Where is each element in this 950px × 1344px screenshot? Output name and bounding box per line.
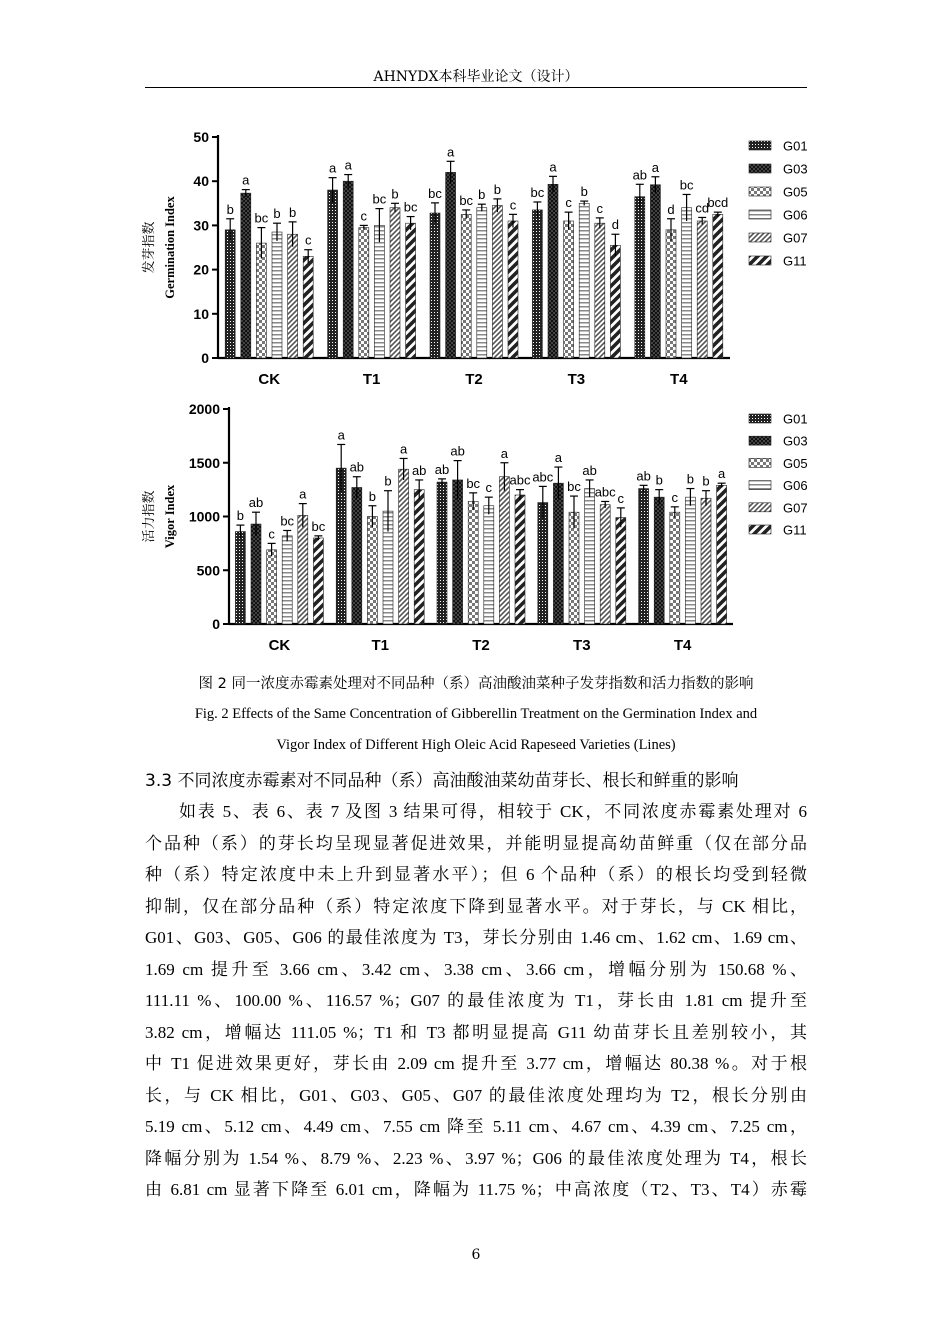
significance-letter: bc <box>372 191 387 207</box>
bar <box>352 487 362 624</box>
legend-label: G11 <box>783 253 807 269</box>
significance-letter: abc <box>532 469 554 485</box>
legend-swatch <box>749 436 771 445</box>
significance-letter: c <box>565 195 572 211</box>
significance-letter: a <box>500 445 509 461</box>
y-axis-label-cn: 发芽指数 <box>141 221 156 274</box>
significance-letter: bc <box>679 177 694 193</box>
bar <box>639 489 649 624</box>
y-tick-label: 500 <box>196 562 220 579</box>
legend-swatch <box>749 481 771 490</box>
figure-caption-en-line2: Vigor Index of Different High Oleic Acid Rapeseed Varieties (Lines) <box>276 737 676 753</box>
legend-label: G05 <box>783 455 808 471</box>
bar <box>532 210 542 358</box>
significance-letter: ab <box>349 459 365 475</box>
body-paragraph <box>145 796 807 1206</box>
legend-swatch <box>749 525 771 534</box>
x-tick-label: T1 <box>362 371 381 388</box>
significance-letter: b <box>288 204 297 220</box>
y-axis-label-cn: 活力指数 <box>141 490 156 543</box>
vigor-index-chart <box>141 396 808 658</box>
significance-letter: b <box>273 206 281 222</box>
significance-letter: a <box>344 157 352 173</box>
bar <box>298 515 308 624</box>
chart-svg <box>141 396 808 658</box>
bar <box>538 503 548 624</box>
legend-swatch <box>749 141 771 150</box>
bar <box>256 243 266 358</box>
bar <box>610 245 620 358</box>
significance-letter: ab <box>434 461 450 477</box>
page-header: AHNYDX本科毕业论文（设计） <box>373 69 579 85</box>
bar <box>553 483 563 624</box>
bar <box>437 482 447 624</box>
significance-letter: bc <box>280 513 295 529</box>
significance-letter: a <box>717 466 726 482</box>
legend-label: G06 <box>783 478 808 494</box>
legend-swatch <box>749 256 771 265</box>
x-tick-label: T2 <box>472 637 490 654</box>
significance-letter: abc <box>594 484 616 500</box>
bar <box>272 232 282 358</box>
bar <box>564 221 574 358</box>
legend-label: G05 <box>783 184 808 200</box>
legend-label: G01 <box>783 138 808 154</box>
bar <box>499 477 509 624</box>
y-axis-label-en: Vigor Index <box>163 484 177 549</box>
significance-letter: d <box>611 217 620 233</box>
y-tick-label: 10 <box>193 305 209 322</box>
legend-label: G03 <box>783 433 808 449</box>
significance-letter: b <box>478 187 486 203</box>
significance-letter: ab <box>632 167 648 183</box>
bar <box>406 223 416 358</box>
bar <box>635 197 645 358</box>
bar <box>579 203 589 358</box>
bar <box>484 506 494 624</box>
bar <box>701 498 711 624</box>
x-tick-label: T1 <box>371 637 389 654</box>
paragraph-line: 由 6.81 cm 显著下降至 6.01 cm，降幅为 11.75 %；中高浓度（T2、T3、T4）赤霉 <box>145 1180 807 1199</box>
significance-letter: ab <box>248 495 264 511</box>
legend-swatch <box>749 458 771 467</box>
header-rule <box>145 87 807 88</box>
bar <box>600 505 610 624</box>
x-tick-label: T2 <box>465 371 483 388</box>
legend-swatch <box>749 503 771 512</box>
significance-letter: bc <box>567 479 581 495</box>
significance-letter: bcd <box>707 195 729 211</box>
germination-index-chart <box>141 122 808 392</box>
significance-letter: a <box>651 159 660 175</box>
bar <box>685 497 695 624</box>
bar <box>225 230 235 358</box>
bar <box>461 214 471 358</box>
bar <box>374 225 384 358</box>
legend-label: G07 <box>783 230 808 246</box>
page-number: 6 <box>471 1247 481 1263</box>
significance-letter: b <box>493 181 502 197</box>
significance-letter: b <box>384 473 392 489</box>
y-tick-label: 20 <box>193 261 209 278</box>
significance-letter: ab <box>582 462 597 478</box>
significance-letter: d <box>667 201 675 217</box>
bar <box>508 221 518 358</box>
significance-letter: a <box>328 160 337 176</box>
bar <box>650 185 660 358</box>
significance-letter: b <box>236 508 245 524</box>
significance-letter: bc <box>254 210 269 226</box>
legend-swatch <box>749 414 771 423</box>
bar <box>399 469 409 624</box>
bar <box>666 230 676 358</box>
chart-svg <box>141 122 808 392</box>
significance-letter: c <box>485 480 493 496</box>
bar <box>241 193 251 358</box>
significance-letter: cd <box>695 200 710 216</box>
bar <box>713 214 723 358</box>
significance-letter: b <box>686 471 695 487</box>
significance-letter: bc <box>466 475 481 491</box>
bar <box>313 538 323 624</box>
x-tick-label: T4 <box>673 637 692 654</box>
section-heading: 3.3 不同浓度赤霉素对不同品种（系）高油酸油菜幼苗芽长、根长和鲜重的影响 <box>145 771 739 791</box>
bar <box>235 532 245 624</box>
significance-letter: ab <box>411 462 427 478</box>
y-tick-label: 0 <box>201 350 209 366</box>
y-axis-label-en: Germination Index <box>163 196 177 299</box>
bar <box>367 517 377 625</box>
significance-letter: c <box>360 208 368 224</box>
significance-letter: b <box>702 473 710 489</box>
bar <box>267 550 277 624</box>
significance-letter: c <box>617 490 625 506</box>
paragraph-line: 111.11 %、100.00 %、116.57 %；G07 的最佳浓度为 T1，芽长由 1.81 cm 提升至 <box>145 991 807 1010</box>
bar <box>515 495 525 624</box>
significance-letter: bc <box>530 184 545 200</box>
legend-label: G11 <box>783 522 807 538</box>
y-tick-label: 2000 <box>188 401 220 417</box>
x-tick-label: CK <box>268 637 291 654</box>
bar <box>697 221 707 358</box>
y-tick-label: 0 <box>212 616 220 632</box>
paragraph-line: 如表 5、表 6、表 7 及图 3 结果可得，相较于 CK，不同浓度赤霉素处理对 6 <box>179 802 807 821</box>
bar <box>585 489 595 624</box>
legend-label: G07 <box>783 500 808 516</box>
bar <box>717 485 727 624</box>
x-tick-label: T3 <box>573 637 591 654</box>
legend-swatch <box>749 210 771 219</box>
x-tick-label: T3 <box>567 371 586 388</box>
significance-letter: a <box>242 172 250 188</box>
significance-letter: ab <box>450 443 465 459</box>
legend-swatch <box>749 233 771 242</box>
significance-letter: b <box>368 488 377 504</box>
bar <box>343 181 353 358</box>
figure-caption-en-line1: Fig. 2 Effects of the Same Concentration of Gibberellin Treatment on the Germination Index and <box>194 706 758 722</box>
significance-letter: c <box>304 232 312 248</box>
legend-label: G03 <box>783 161 808 177</box>
significance-letter: bc <box>403 199 418 215</box>
significance-letter: bc <box>459 192 474 208</box>
bar <box>670 512 680 624</box>
bar <box>682 208 692 358</box>
y-tick-label: 40 <box>193 173 209 190</box>
legend-swatch <box>749 187 771 196</box>
y-tick-label: 30 <box>193 217 209 234</box>
bar <box>288 234 298 358</box>
significance-letter: b <box>226 201 234 217</box>
paragraph-line: 3.82 cm，增幅达 111.05 %；T1 和 T3 都明显提高 G11 幼苗芽长且差别较小，其 <box>145 1022 807 1042</box>
significance-letter: b <box>580 184 588 200</box>
significance-letter: b <box>391 186 399 202</box>
bar <box>303 256 313 358</box>
bar <box>616 518 626 624</box>
bar <box>453 480 463 624</box>
bar <box>492 206 502 358</box>
significance-letter: c <box>509 197 517 213</box>
significance-letter: c <box>268 526 275 542</box>
bar <box>414 490 424 624</box>
y-tick-label: 50 <box>193 129 209 145</box>
significance-letter: bc <box>428 185 442 201</box>
bar <box>548 184 558 358</box>
paragraph-line: 种（系）特定浓度中未上升到显著水平）；但 6 个品种（系）的根长均受到轻微 <box>145 865 807 884</box>
significance-letter: a <box>337 427 345 443</box>
figure-caption-cn: 图 2 同一浓度赤霉素处理对不同品种（系）高油酸油菜种子发芽指数和活力指数的影响 <box>198 676 754 692</box>
paragraph-line: 长，与 CK 相比，G01、G03、G05、G07 的最佳浓度处理均为 T2，根长分别由 <box>145 1085 807 1105</box>
significance-letter: a <box>299 486 307 502</box>
significance-letter: ab <box>636 468 651 484</box>
significance-letter: a <box>554 450 563 466</box>
significance-letter: abc <box>509 472 531 488</box>
legend-label: G06 <box>783 207 808 223</box>
legend-swatch <box>749 164 771 173</box>
bar <box>328 190 338 358</box>
paragraph-line: 降幅分别为 1.54 %、8.79 %、2.23 %、3.97 %；G06 的最佳浓度处理为 T4，根长 <box>145 1148 807 1168</box>
paragraph-line: 1.69 cm 提升至 3.66 cm、3.42 cm、3.38 cm、3.66 cm，增幅分别为 150.68 %、 <box>145 959 807 979</box>
significance-letter: c <box>671 489 679 505</box>
paragraph-line: G01、G03、G05、G06 的最佳浓度为 T3，芽长分别由 1.46 cm、1.62 cm、1.69 cm、 <box>145 928 807 947</box>
bar <box>390 208 400 358</box>
bar <box>446 172 456 358</box>
bar <box>569 512 579 624</box>
significance-letter: c <box>596 200 604 216</box>
significance-letter: a <box>549 159 557 175</box>
paragraph-line: 个品种（系）的芽长均呈现显著促进效果，并能明显提高幼苗鲜重（仅在部分品 <box>145 833 807 853</box>
bar <box>251 524 261 624</box>
bar <box>359 228 369 358</box>
x-tick-label: T4 <box>670 371 688 388</box>
x-tick-label: CK <box>258 371 281 388</box>
paragraph-line: 中 T1 促进效果更好，芽长由 2.09 cm 提升至 3.77 cm，增幅达 80.38 %。对于根 <box>145 1054 807 1073</box>
bar <box>595 223 605 358</box>
paragraph-line: 抑制，仅在部分品种（系）特定浓度下降到显著水平。对于芽长，与 CK 相比， <box>145 896 807 916</box>
bar <box>477 208 487 358</box>
paragraph-line: 5.19 cm、5.12 cm、4.49 cm、7.55 cm 降至 5.11 cm、4.67 cm、4.39 cm、7.25 cm， <box>145 1117 807 1136</box>
bar <box>468 501 478 624</box>
significance-letter: a <box>446 144 455 160</box>
significance-letter: b <box>655 472 663 488</box>
y-tick-label: 1500 <box>188 454 220 471</box>
y-tick-label: 1000 <box>188 508 220 525</box>
significance-letter: a <box>399 441 408 457</box>
bar <box>430 213 440 358</box>
significance-letter: bc <box>311 518 326 534</box>
legend-label: G01 <box>783 411 808 427</box>
bar <box>654 497 664 624</box>
bar <box>282 536 292 624</box>
